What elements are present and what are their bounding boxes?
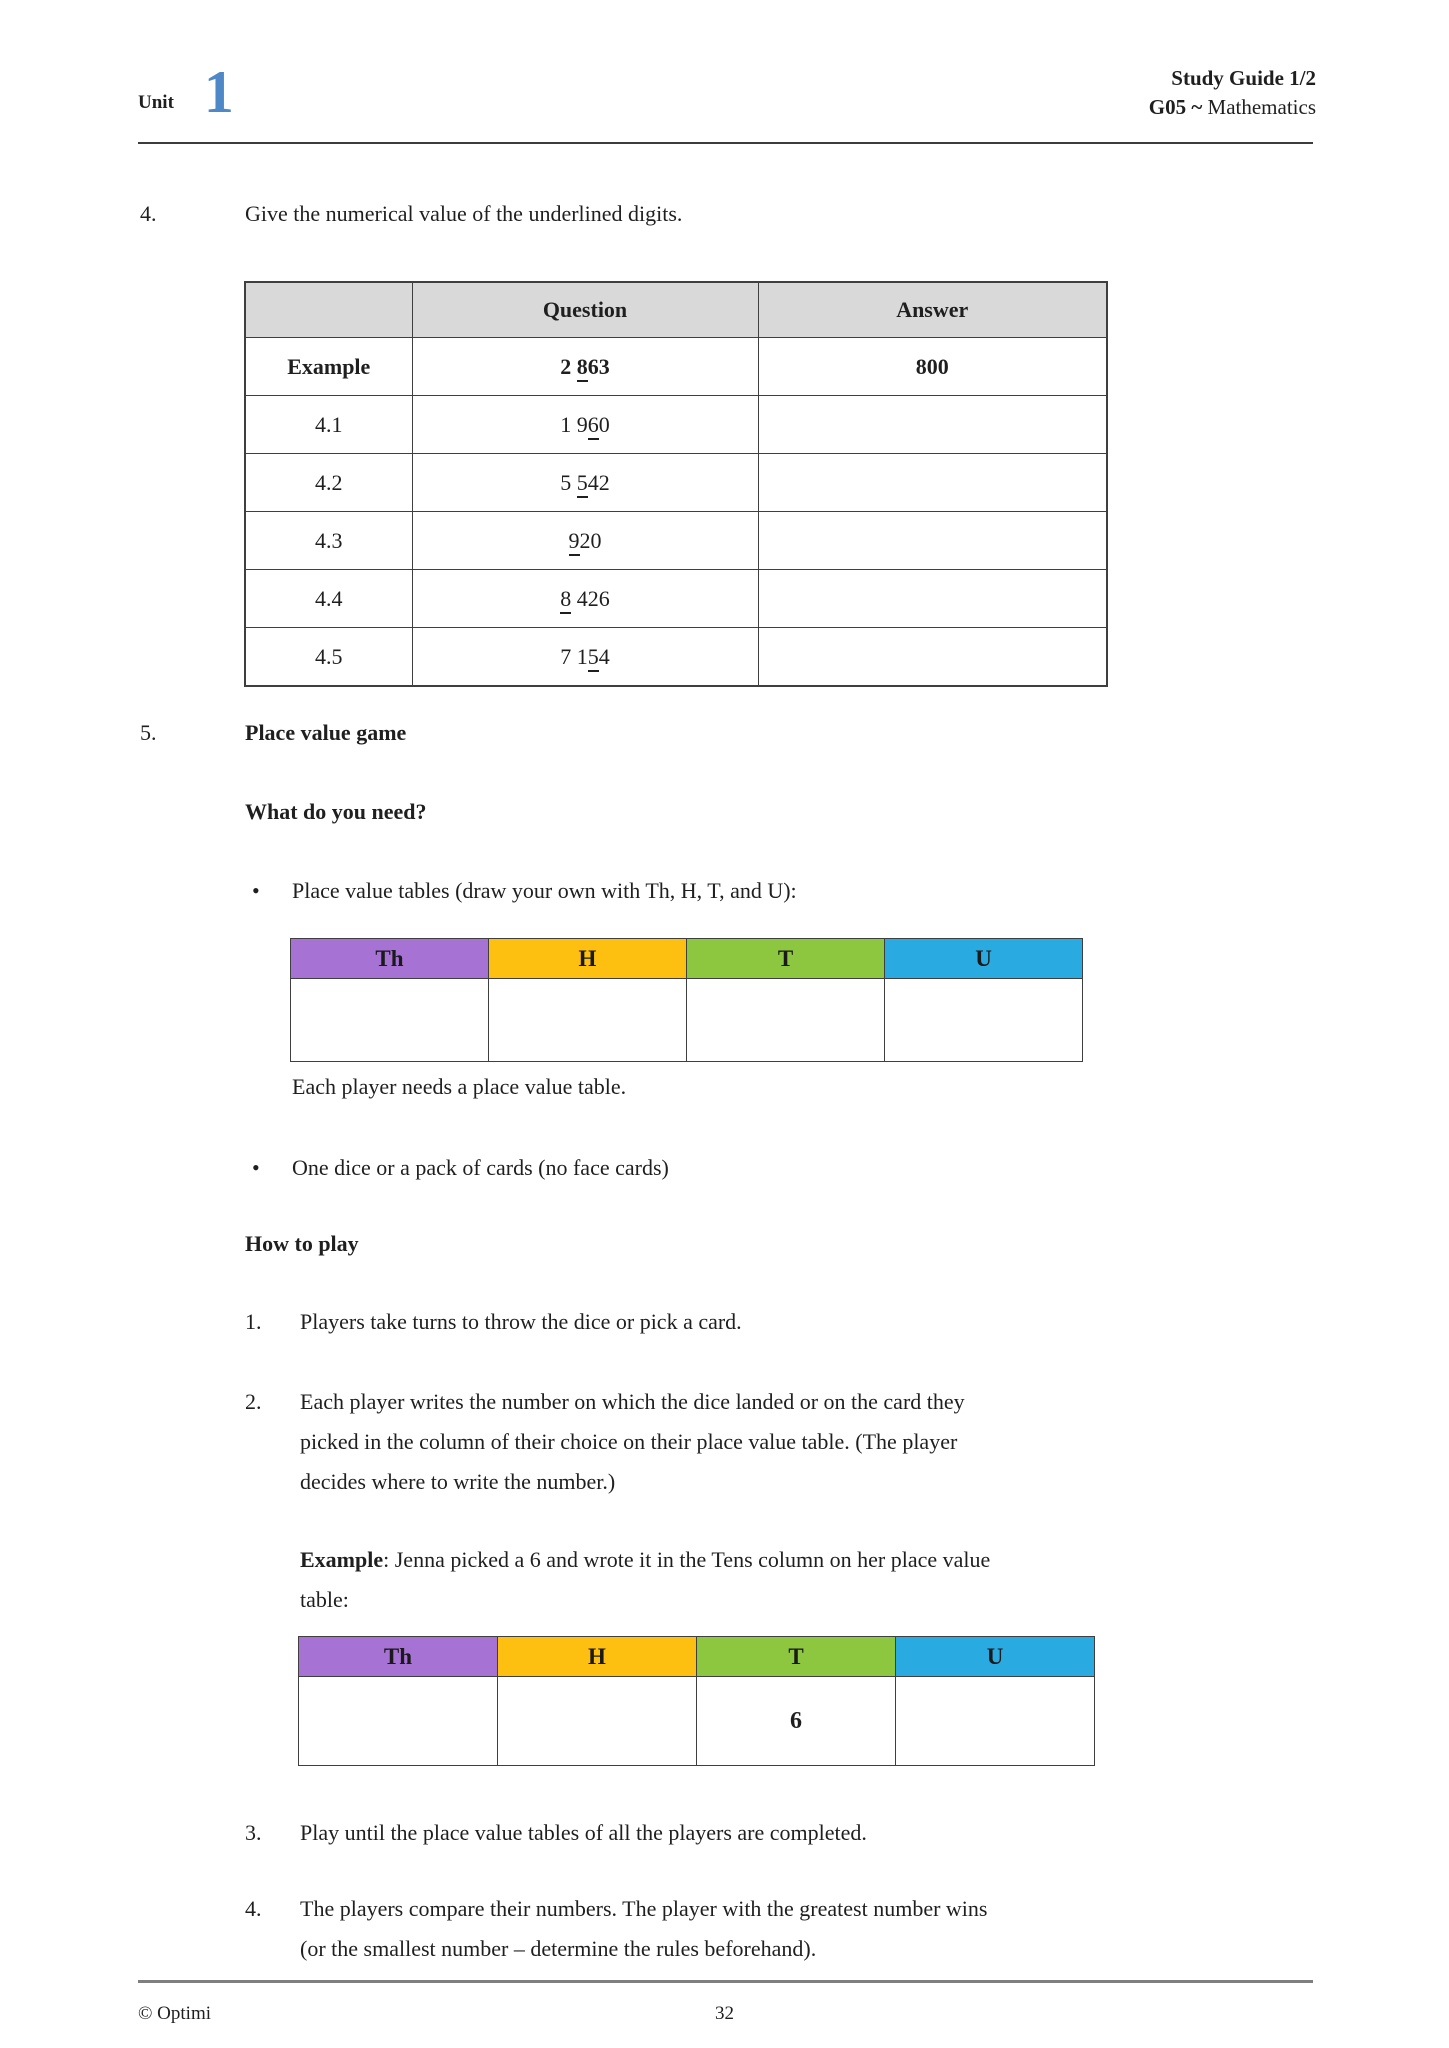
q4-row-label: 4.3 [245,512,412,570]
pv1-cell-u [885,979,1083,1062]
q4-header-blank [245,282,412,338]
q4-question-value [412,454,758,512]
pv2-cell-u [896,1677,1095,1766]
place-value-table-1 [290,938,1083,1062]
step-text-line: Each player writes the number on which the dice landed or on the card they [300,1389,965,1414]
step-text [300,1889,987,1969]
step-text: Players take turns to throw the dice or pick a card. [300,1309,742,1334]
q4-row-41 [245,396,1107,454]
q4-row-label: 4.4 [245,570,412,628]
q4-question-value [412,512,758,570]
example-label: Example [300,1547,384,1572]
q4-answer-cell [758,512,1107,570]
q4-row-44 [245,570,1107,628]
q5-title: Place value game [245,720,407,745]
underlined-digit: 8 [560,586,571,614]
step-text: Play until the place value tables of all the players are completed. [300,1820,867,1845]
digit-pre: 7 1 [560,643,588,669]
bullet-icon: • [252,878,260,903]
q4-header-answer: Answer [758,282,1107,338]
digit-post: 4 [598,643,610,669]
q4-answer-value: 800 [758,338,1107,396]
digit-pre: 2 [560,353,577,379]
guide-title: Study Guide 1/2 [1171,66,1316,90]
digit-post: 0 [598,411,610,437]
pv2-cell-t: 6 [697,1677,896,1766]
unit-number: 1 [203,59,234,125]
what-you-need-heading: What do you need? [245,799,427,824]
bullet-item-place-value-tables: Place value tables (draw your own with Th, H, T, and U): [292,878,797,903]
each-player-note: Each player needs a place value table. [292,1074,627,1099]
q4-question-value [412,570,758,628]
pv1-header-th: Th [291,939,489,979]
q4-row-label: 4.5 [245,628,412,687]
page-number: 32 [715,2003,734,2024]
q4-row-42 [245,454,1107,512]
step-number: 1. [245,1309,262,1334]
subject-name: Mathematics [1207,95,1316,119]
pv1-header-h: H [489,939,687,979]
underlined-digit: 9 [569,528,580,556]
example-paragraph [300,1540,990,1620]
subject-line [1149,93,1316,122]
pv1-body-row [291,979,1083,1062]
subject-code: G05 ~ [1148,95,1203,119]
q4-row-label: 4.2 [245,454,412,512]
q4-row-43 [245,512,1107,570]
step-text-line: picked in the column of their choice on their place value table. (The player [300,1429,958,1454]
pv2-header-h: H [498,1637,697,1677]
digit-pre: 5 [560,469,577,495]
q5-number: 5. [140,720,157,745]
pv2-header-row [299,1637,1095,1677]
q4-question-value [412,338,758,396]
footer-rule [138,1980,1313,1983]
pv2-cell-th [299,1677,498,1766]
example-line-1 [300,1540,990,1580]
q4-row-45 [245,628,1107,687]
step-text [300,1382,965,1502]
step-text-line: The players compare their numbers. The player with the greatest number wins [300,1896,988,1921]
how-to-play-heading: How to play [245,1231,359,1256]
pv2-cell-h [498,1677,697,1766]
pv2-header-u: U [896,1637,1095,1677]
unit-label: Unit [138,92,174,113]
q4-row-example [245,338,1107,396]
step-text-line: (or the smallest number – determine the rules beforehand). [300,1936,817,1961]
page-header-left [138,59,234,125]
copyright-text: © Optimi [138,2003,212,2024]
q4-header-row [245,282,1107,338]
step-number: 3. [245,1820,262,1845]
digit-post: 42 [587,469,610,495]
underlined-digit: 5 [577,470,588,498]
pv1-cell-th [291,979,489,1062]
step-number: 4. [245,1896,262,1921]
q4-answer-cell [758,454,1107,512]
q4-question-value [412,396,758,454]
q4-table [244,281,1108,687]
pv1-header-t: T [687,939,885,979]
bullet-icon: • [252,1155,260,1180]
step-number: 2. [245,1389,262,1414]
example-line-2: table: [300,1587,349,1612]
header-rule [138,142,1313,144]
digit-post: 426 [571,585,610,611]
q4-header-question: Question [412,282,758,338]
q4-row-label: Example [245,338,412,396]
pv2-body-row [299,1677,1095,1766]
underlined-digit: 5 [588,644,599,672]
q4-prompt: Give the numerical value of the underlined digits. [245,201,683,226]
page-header-right [1149,64,1316,122]
pv1-header-u: U [885,939,1083,979]
pv1-cell-t [687,979,885,1062]
q4-answer-cell [758,628,1107,687]
example-text: : Jenna picked a 6 and wrote it in the Tens column on her place value [383,1547,991,1572]
underlined-digit: 8 [577,354,588,382]
pv2-header-t: T [697,1637,896,1677]
q4-question-value [412,628,758,687]
q4-answer-cell [758,396,1107,454]
bullet-item-dice-or-cards: One dice or a pack of cards (no face cards) [292,1155,669,1180]
digit-pre: 1 9 [560,411,588,437]
digit-post: 20 [579,527,602,553]
step-text-line: decides where to write the number.) [300,1469,616,1494]
q4-answer-cell [758,570,1107,628]
pv2-header-th: Th [299,1637,498,1677]
digit-post: 63 [587,353,610,379]
pv1-header-row [291,939,1083,979]
underlined-digit: 6 [588,412,599,440]
q4-row-label: 4.1 [245,396,412,454]
q4-number: 4. [140,201,157,226]
pv1-cell-h [489,979,687,1062]
place-value-table-2 [298,1636,1095,1766]
